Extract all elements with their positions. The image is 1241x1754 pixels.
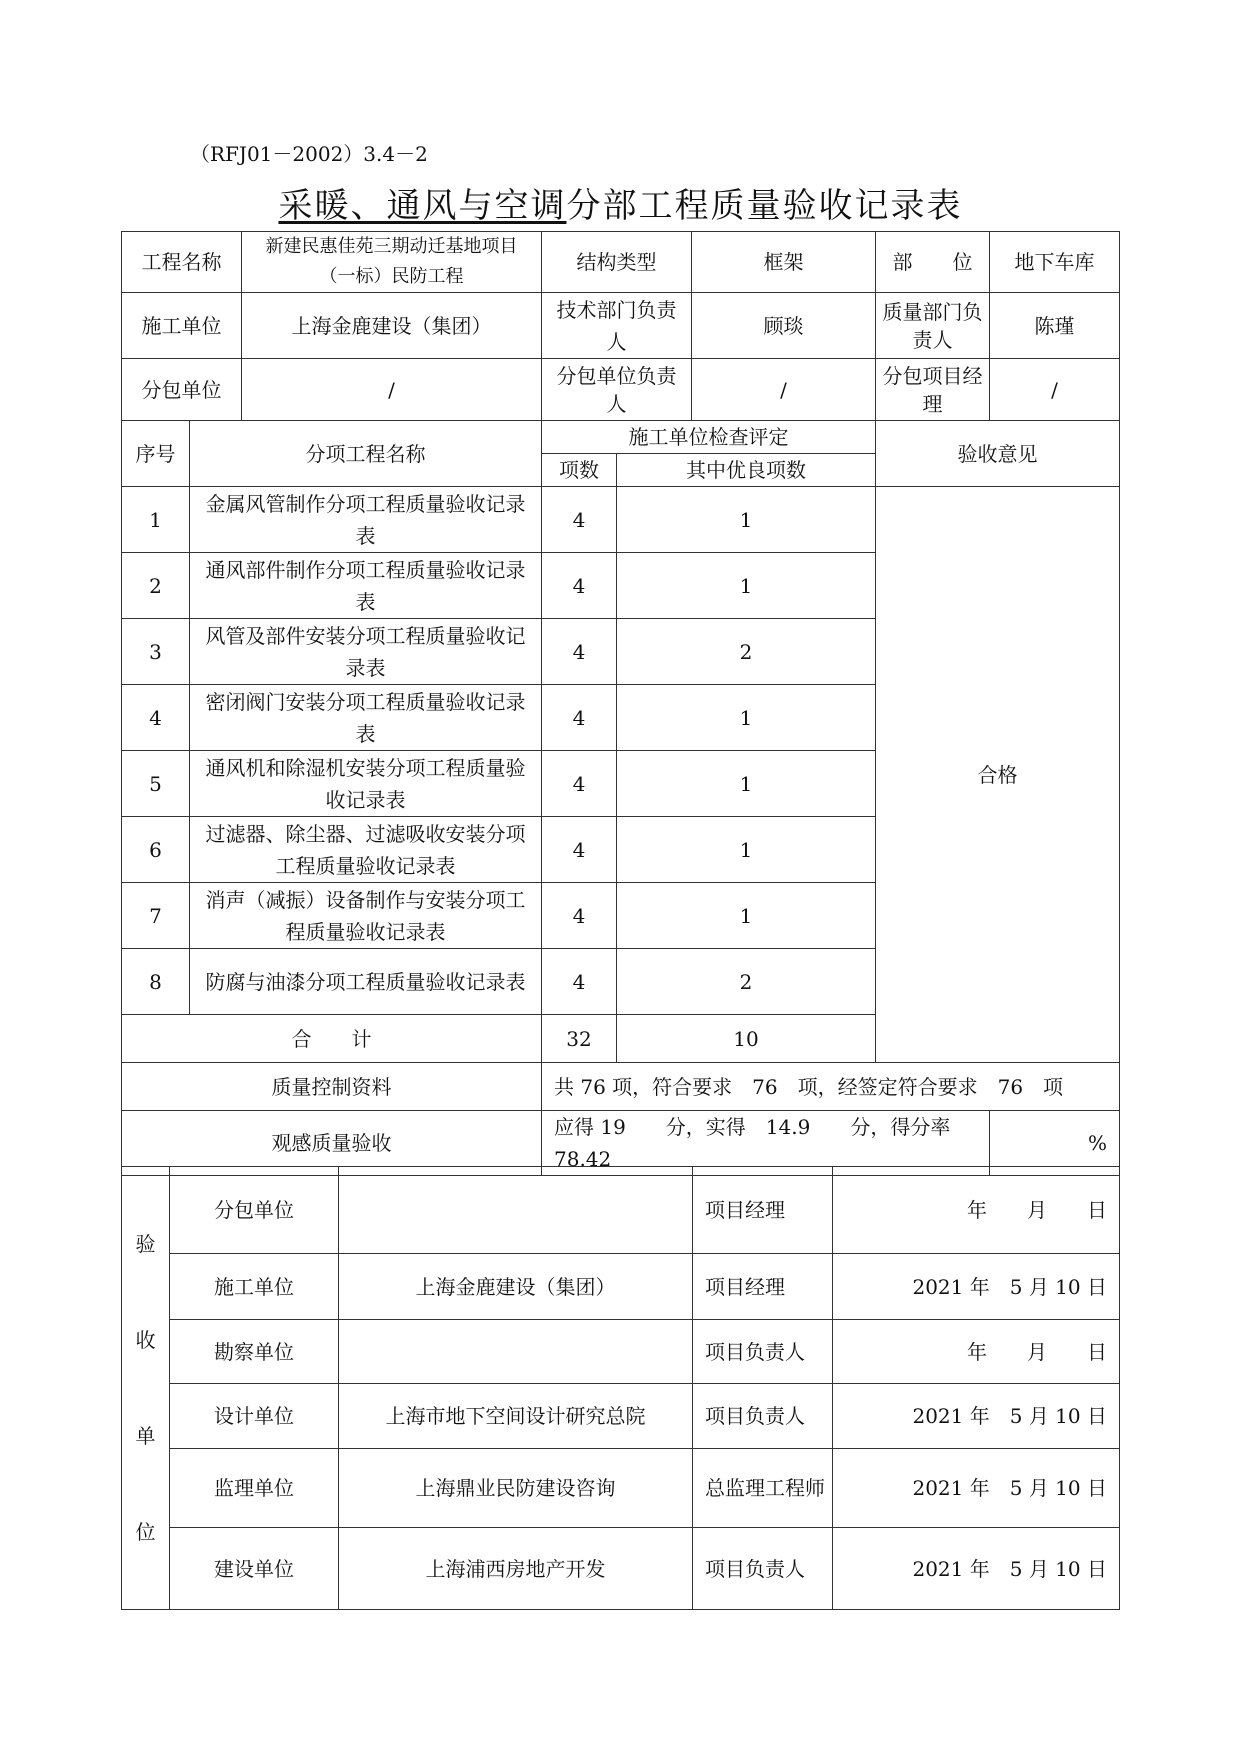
sub-pm-label: 分包项目经 理: [876, 359, 990, 421]
row-count: 4: [542, 685, 617, 751]
side-label-char: 收: [135, 1328, 156, 1352]
unit-role: 项目经理: [693, 1167, 833, 1254]
structure-label: 结构类型: [542, 232, 692, 293]
title-rest: 分部工程质量验收记录表: [566, 186, 963, 226]
col-check: 施工单位检查评定: [542, 421, 876, 454]
title-underlined-part: 采暖、通风与空调: [278, 186, 567, 226]
col-count: 项数: [542, 454, 617, 487]
unit-label: 勘察单位: [170, 1320, 339, 1384]
tech-head-value: 顾琰: [692, 293, 876, 359]
contractor-label: 施工单位: [122, 293, 242, 359]
row-count: 4: [542, 949, 617, 1015]
row-name: 密闭阀门安装分项工程质量验收记录表: [190, 685, 542, 751]
row-excellent: 1: [617, 751, 876, 817]
sub-pm-value: /: [990, 359, 1120, 421]
unit-label: 分包单位: [170, 1167, 339, 1254]
row-no: 8: [122, 949, 190, 1015]
unit-name: 上海金鹿建设（集团）: [339, 1254, 693, 1320]
qc-text: 共 76 项，符合要求 76 项，经签定符合要求 76 项: [542, 1063, 1120, 1111]
row-count: 4: [542, 883, 617, 949]
unit-date: 年 月 日: [833, 1320, 1120, 1384]
location-value: 地下车库: [990, 232, 1120, 293]
total-label: 合 计: [122, 1015, 542, 1063]
row-count: 4: [542, 487, 617, 553]
quality-head-label: 质量部门负责人: [876, 293, 990, 359]
row-no: 6: [122, 817, 190, 883]
row-name: 金属风管制作分项工程质量验收记录表: [190, 487, 542, 553]
qc-label: 质量控制资料: [122, 1063, 542, 1111]
location-label: 部 位: [876, 232, 990, 293]
row-name: 风管及部件安装分项工程质量验收记录表: [190, 619, 542, 685]
row-count: 4: [542, 751, 617, 817]
unit-name: 上海浦西房地产开发: [339, 1528, 693, 1610]
unit-label: 监理单位: [170, 1449, 339, 1528]
unit-name: [339, 1320, 693, 1384]
unit-role: 总监理工程师: [693, 1449, 833, 1528]
row-count: 4: [542, 817, 617, 883]
visual-percent: %: [990, 1111, 1120, 1176]
unit-label: 施工单位: [170, 1254, 339, 1320]
unit-name: 上海鼎业民防建设咨询: [339, 1449, 693, 1528]
quality-head-value: 陈瑾: [990, 293, 1120, 359]
visual-text: 应得 19 分，实得 14.9 分，得分率 78.42: [542, 1111, 990, 1176]
row-no: 4: [122, 685, 190, 751]
side-label-char: 验: [135, 1232, 156, 1256]
row-excellent: 1: [617, 817, 876, 883]
col-excellent: 其中优良项数: [617, 454, 876, 487]
structure-value: 框架: [692, 232, 876, 293]
summary-table: [121, 231, 1120, 1176]
form-code: （RFJ01－2002）3.4－2: [190, 142, 428, 166]
unit-role: 项目负责人: [693, 1384, 833, 1449]
sub-label: 分包单位: [122, 359, 242, 421]
row-excellent: 1: [617, 685, 876, 751]
unit-date: 2021 年 5 月 10 日: [833, 1528, 1120, 1610]
side-label-char: 位: [135, 1520, 156, 1544]
row-no: 3: [122, 619, 190, 685]
sub-value: /: [242, 359, 542, 421]
unit-name: [339, 1167, 693, 1254]
form-title: [0, 178, 1241, 227]
sub-head-value: /: [692, 359, 876, 421]
row-excellent: 1: [617, 487, 876, 553]
row-name: 通风机和除湿机安装分项工程质量验收记录表: [190, 751, 542, 817]
unit-date: 年 月 日: [833, 1167, 1120, 1254]
row-count: 4: [542, 553, 617, 619]
opinion-value: 合格: [876, 487, 1120, 1063]
acceptance-table: [121, 1166, 1120, 1610]
side-label-char: 单: [135, 1424, 156, 1448]
row-no: 1: [122, 487, 190, 553]
row-name: 消声（减振）设备制作与安装分项工程质量验收记录表: [190, 883, 542, 949]
unit-role: 项目负责人: [693, 1528, 833, 1610]
row-name: 过滤器、除尘器、过滤吸收安装分项工程质量验收记录表: [190, 817, 542, 883]
row-excellent: 2: [617, 949, 876, 1015]
unit-date: 2021 年 5 月 10 日: [833, 1254, 1120, 1320]
acceptance-side-label: [122, 1167, 170, 1610]
col-opinion: 验收意见: [876, 421, 1120, 487]
row-name: 通风部件制作分项工程质量验收记录表: [190, 553, 542, 619]
unit-date: 2021 年 5 月 10 日: [833, 1384, 1120, 1449]
unit-role: 项目负责人: [693, 1320, 833, 1384]
row-excellent: 1: [617, 883, 876, 949]
col-no: 序号: [122, 421, 190, 487]
total-excellent: 10: [617, 1015, 876, 1063]
sub-head-label: 分包单位负责人: [542, 359, 692, 421]
unit-label: 建设单位: [170, 1528, 339, 1610]
project-name: 新建民惠佳苑三期动迁基地项目（一标）民防工程: [242, 232, 542, 293]
contractor-value: 上海金鹿建设（集团）: [242, 293, 542, 359]
total-count: 32: [542, 1015, 617, 1063]
row-no: 7: [122, 883, 190, 949]
project-name-label: 工程名称: [122, 232, 242, 293]
unit-role: 项目经理: [693, 1254, 833, 1320]
visual-label: 观感质量验收: [122, 1111, 542, 1176]
row-no: 5: [122, 751, 190, 817]
row-excellent: 2: [617, 619, 876, 685]
unit-label: 设计单位: [170, 1384, 339, 1449]
row-no: 2: [122, 553, 190, 619]
row-name: 防腐与油漆分项工程质量验收记录表: [190, 949, 542, 1015]
row-excellent: 1: [617, 553, 876, 619]
unit-name: 上海市地下空间设计研究总院: [339, 1384, 693, 1449]
unit-date: 2021 年 5 月 10 日: [833, 1449, 1120, 1528]
row-count: 4: [542, 619, 617, 685]
col-name: 分项工程名称: [190, 421, 542, 487]
tech-head-label: 技术部门负责人: [542, 293, 692, 359]
